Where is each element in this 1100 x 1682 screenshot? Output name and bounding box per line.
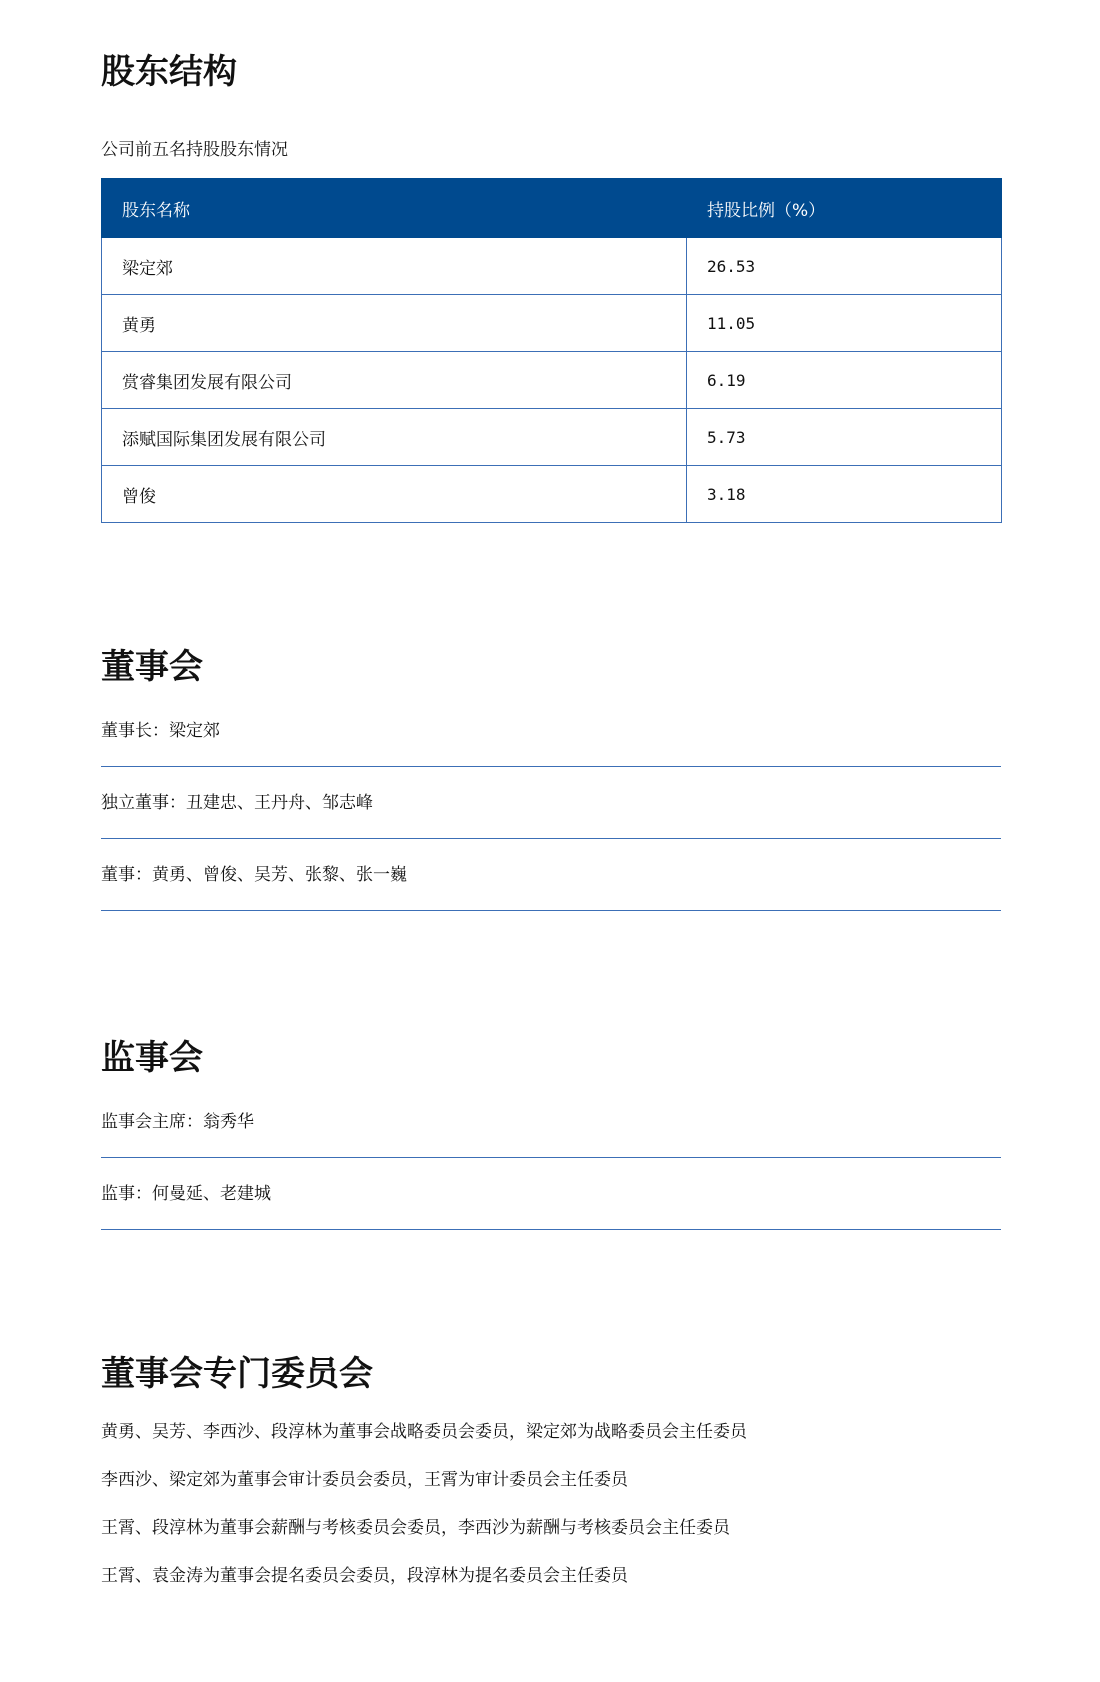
table-row [102,466,1002,523]
independent-directors-row: 独立董事：丑建忠、王丹舟、邹志峰 [101,781,1001,839]
shareholder-name: 赏睿集团发展有限公司 [102,352,687,409]
column-header-name: 股东名称 [102,179,687,238]
board-section [101,645,1001,911]
shareholder-structure-section [101,50,1001,523]
board-committees-section [101,1352,1001,1612]
supervisor-list [101,1100,1001,1230]
shareholder-percentage: 6.19 [687,352,1002,409]
directors-row: 董事：黄勇、曾俊、吴芳、张黎、张一巍 [101,853,1001,911]
shareholder-table [101,178,1002,523]
audit-committee-line: 李西沙、梁定郊为董事会审计委员会委员，王霄为审计委员会主任委员 [101,1470,628,1490]
section-title-board: 董事会 [101,647,203,687]
table-row [102,295,1002,352]
shareholder-name: 黄勇 [102,295,687,352]
table-row [102,409,1002,466]
board-member-list [101,709,1001,911]
shareholder-name: 梁定郊 [102,238,687,295]
section-title-shareholders: 股东结构 [101,52,237,92]
shareholder-percentage: 3.18 [687,466,1002,523]
supervisors-row: 监事：何曼延、老建城 [101,1172,1001,1230]
board-chairman-row: 董事长：梁定郊 [101,709,1001,767]
supervisory-chairman-row: 监事会主席：翁秀华 [101,1100,1001,1158]
nomination-committee-line: 王霄、袁金涛为董事会提名委员会委员，段淳林为提名委员会主任委员 [101,1566,628,1586]
section-title-committees: 董事会专门委员会 [101,1354,373,1394]
table-header-row [102,179,1002,238]
shareholder-name: 曾俊 [102,466,687,523]
committee-list [101,1420,1001,1588]
supervisory-board-section [101,1036,1001,1230]
section-title-supervisory: 监事会 [101,1038,203,1078]
table-row [102,352,1002,409]
table-row [102,238,1002,295]
table-caption: 公司前五名持股股东情况 [101,140,288,160]
shareholder-percentage: 5.73 [687,409,1002,466]
shareholder-name: 添赋国际集团发展有限公司 [102,409,687,466]
column-header-percentage: 持股比例（%） [687,179,1002,238]
shareholder-percentage: 26.53 [687,238,1002,295]
strategy-committee-line: 黄勇、吴芳、李西沙、段淳林为董事会战略委员会委员，梁定郊为战略委员会主任委员 [101,1422,747,1442]
compensation-committee-line: 王霄、段淳林为董事会薪酬与考核委员会委员，李西沙为薪酬与考核委员会主任委员 [101,1518,730,1538]
shareholder-percentage: 11.05 [687,295,1002,352]
